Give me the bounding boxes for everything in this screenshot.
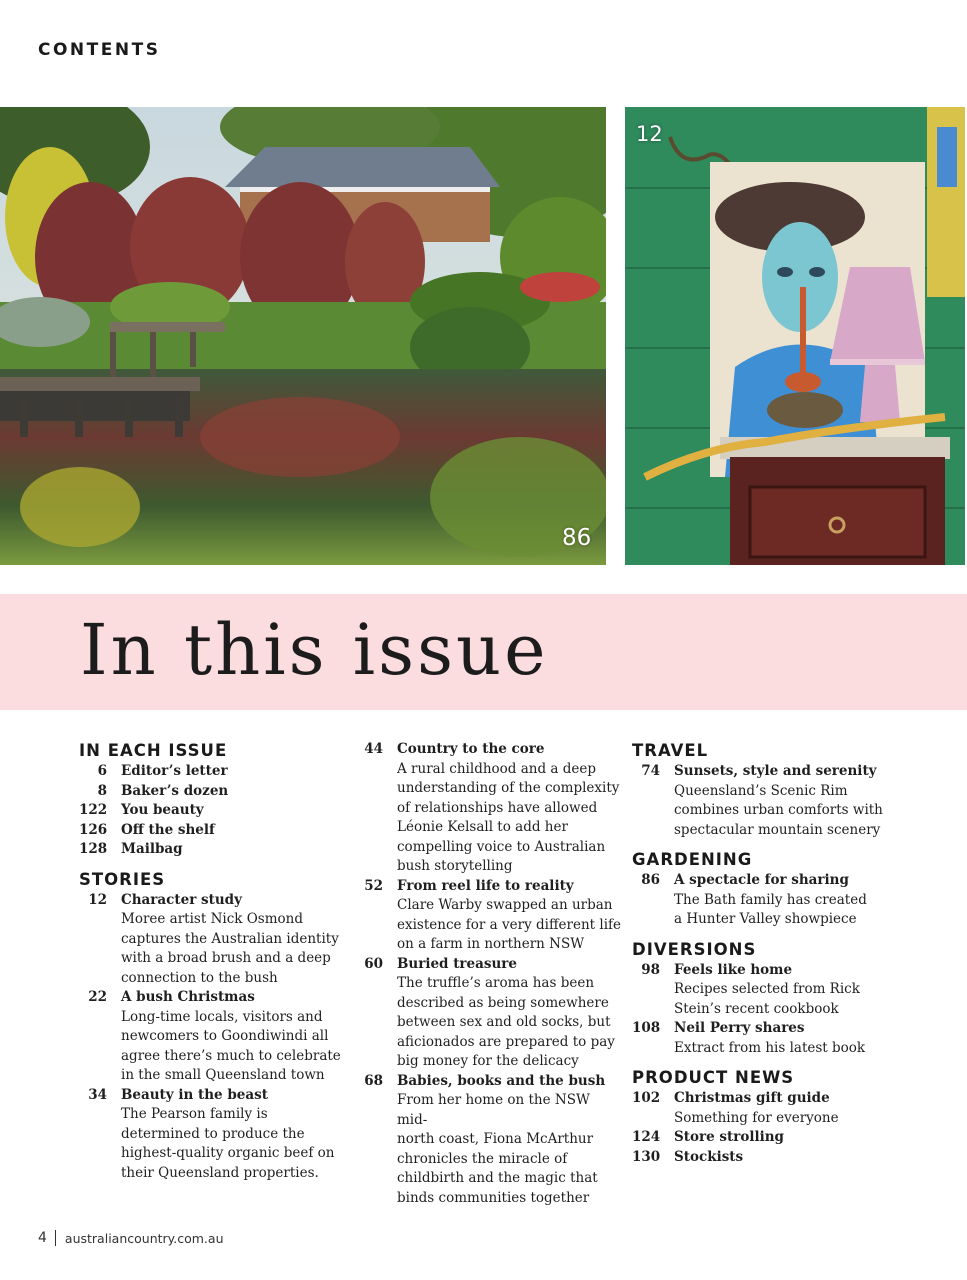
contents-entry — [632, 1148, 932, 1168]
contents-entry — [363, 1072, 623, 1209]
contents-entry — [79, 801, 349, 821]
section-heading: DIVERSIONS — [632, 939, 757, 959]
entry-desc-line: big money for the delicacy — [397, 1053, 579, 1069]
contents-column-2 — [363, 740, 623, 1208]
entry-desc-line: bush storytelling — [397, 858, 513, 874]
contents-entry — [79, 782, 349, 802]
contents-entry — [79, 891, 349, 989]
entry-title: Stockists — [674, 1148, 744, 1165]
title-banner — [0, 594, 967, 710]
contents-entry — [79, 840, 349, 860]
page-footer — [38, 1230, 224, 1246]
entry-page-number: 8 — [97, 782, 107, 799]
contents-entry — [632, 762, 932, 840]
entry-page-number: 74 — [641, 763, 660, 779]
contents-entry — [79, 762, 349, 782]
entry-title: A spectacle for sharing — [674, 872, 849, 888]
footer-divider — [55, 1230, 56, 1246]
entry-desc-line: Extract from his latest book — [674, 1039, 866, 1056]
entry-desc-line: agree there’s much to celebrate — [121, 1047, 341, 1064]
entry-desc-line: existence for a very different life — [397, 916, 622, 933]
contents-entry — [632, 1019, 932, 1058]
contents-entry — [632, 1128, 932, 1148]
entry-title: Character study — [121, 891, 242, 908]
section-stories-continued — [363, 740, 623, 1208]
section-heading: IN EACH ISSUE — [79, 741, 228, 760]
entry-desc-line: The truffle’s aroma has been — [397, 975, 595, 991]
section-in-each-issue — [79, 740, 349, 860]
entry-page-number: 98 — [641, 961, 660, 978]
entry-desc-line: determined to produce the — [121, 1125, 305, 1142]
entry-title: A bush Christmas — [121, 989, 255, 1005]
entry-title: Beauty in the beast — [121, 1086, 268, 1103]
entry-page-number: 124 — [632, 1129, 661, 1145]
entry-desc-line: binds communities together — [397, 1189, 590, 1206]
entry-desc-line: of relationships have allowed — [397, 799, 598, 816]
section-heading: TRAVEL — [632, 741, 709, 760]
entry-desc-line: compelling voice to Australian — [397, 838, 606, 855]
entry-page-number: 122 — [79, 802, 108, 818]
section-diversions — [632, 939, 932, 1059]
painting-image — [625, 107, 965, 565]
entry-desc-line: chronicles the miracle of — [397, 1150, 568, 1167]
entry-page-number: 12 — [88, 891, 107, 908]
entry-title: Babies, books and the bush — [397, 1072, 606, 1089]
entry-desc-line: highest-quality organic beef on — [121, 1145, 335, 1161]
entry-desc-line: childbirth and the magic that — [397, 1170, 598, 1186]
entry-page-number: 126 — [79, 821, 108, 838]
entry-desc-line: with a broad brush and a deep — [121, 950, 331, 966]
entry-desc-line: in the small Queensland town — [121, 1067, 325, 1083]
entry-title: Mailbag — [121, 841, 183, 857]
painting-photo — [625, 107, 965, 565]
garden-lake-image — [0, 107, 606, 565]
entry-desc-line: north coast, Fiona McArthur — [397, 1131, 594, 1147]
entry-desc-line: on a farm in northern NSW — [397, 936, 585, 952]
contents-entry — [79, 821, 349, 841]
entry-desc-line: aficionados are prepared to pay — [397, 1033, 615, 1050]
entry-title: From reel life to reality — [397, 877, 574, 894]
entry-desc-line: newcomers to Goondiwindi all — [121, 1028, 329, 1044]
entry-desc-line: described as being somewhere — [397, 994, 609, 1011]
contents-entry — [363, 740, 623, 877]
entry-title: Baker’s dozen — [121, 782, 229, 799]
entry-desc-line: Queensland’s Scenic Rim — [674, 782, 848, 799]
section-gardening — [632, 849, 932, 930]
entry-desc-line: a Hunter Valley showpiece — [674, 911, 857, 927]
entry-desc-line: connection to the bush — [121, 969, 278, 986]
entry-desc-line: Recipes selected from Rick — [674, 981, 860, 997]
entry-title: Christmas gift guide — [674, 1090, 830, 1106]
entry-desc-line: between sex and old socks, but — [397, 1014, 611, 1030]
entry-title: You beauty — [121, 802, 204, 818]
entry-page-number: 128 — [79, 841, 108, 857]
entry-title: Buried treasure — [397, 955, 517, 972]
entry-desc-line: A rural childhood and a deep — [397, 760, 596, 777]
section-heading: STORIES — [79, 869, 166, 889]
contents-entry — [632, 871, 932, 930]
entry-desc-line: combines urban comforts with — [674, 802, 883, 818]
section-product-news — [632, 1067, 932, 1167]
page-title: In this issue — [80, 609, 549, 691]
entry-desc-line: The Bath family has created — [674, 891, 867, 908]
contents-label: CONTENTS — [38, 40, 161, 60]
entry-title: Sunsets, style and serenity — [674, 763, 877, 779]
section-travel — [632, 740, 932, 840]
entry-page-number: 130 — [632, 1148, 661, 1165]
contents-entry — [632, 1089, 932, 1128]
entry-title: Off the shelf — [121, 821, 215, 838]
entry-desc-line: their Queensland properties. — [121, 1164, 319, 1181]
entry-desc-line: Something for everyone — [674, 1109, 839, 1126]
garden-lake-photo — [0, 107, 606, 565]
entry-page-number: 102 — [632, 1090, 661, 1106]
entry-desc-line: Long-time locals, visitors and — [121, 1008, 323, 1025]
entry-page-number: 68 — [364, 1072, 383, 1089]
entry-desc-line: The Pearson family is — [121, 1106, 268, 1122]
contents-entry — [363, 877, 623, 955]
entry-title: Store strolling — [674, 1129, 784, 1145]
contents-column-1 — [79, 740, 349, 1183]
contents-entry — [79, 1086, 349, 1184]
section-heading: PRODUCT NEWS — [632, 1068, 795, 1087]
entry-desc-line: Léonie Kelsall to add her — [397, 819, 568, 835]
entry-page-number: 86 — [641, 872, 660, 888]
entry-page-number: 52 — [364, 877, 383, 894]
entry-page-number: 108 — [632, 1020, 661, 1036]
contents-entry — [632, 961, 932, 1020]
entry-page-number: 60 — [364, 955, 383, 972]
photo-page-number: 12 — [636, 122, 663, 146]
section-heading: GARDENING — [632, 850, 753, 869]
contents-entry — [79, 988, 349, 1086]
page-number: 4 — [38, 1230, 47, 1246]
photo-page-number: 86 — [562, 525, 592, 551]
website-url: australiancountry.com.au — [64, 1230, 224, 1246]
entry-title: Feels like home — [674, 961, 793, 978]
entry-desc-line: spectacular mountain scenery — [674, 821, 881, 838]
entry-title: Editor’s letter — [121, 763, 228, 779]
contents-entry — [363, 955, 623, 1072]
entry-desc-line: Clare Warby swapped an urban — [397, 897, 613, 913]
entry-desc-line: From her home on the NSW mid- — [397, 1092, 590, 1128]
section-stories — [79, 869, 349, 1184]
entry-desc-line: understanding of the complexity — [397, 780, 620, 796]
entry-page-number: 22 — [88, 989, 107, 1005]
entry-desc-line: Moree artist Nick Osmond — [121, 911, 303, 927]
entry-title: Country to the core — [397, 741, 545, 757]
entry-desc-line: captures the Australian identity — [121, 930, 339, 947]
entry-page-number: 34 — [88, 1086, 107, 1103]
entry-page-number: 44 — [364, 741, 383, 757]
entry-page-number: 6 — [97, 763, 107, 779]
entry-title: Neil Perry shares — [674, 1020, 805, 1036]
contents-column-3 — [632, 740, 932, 1167]
entry-desc-line: Stein’s recent cookbook — [674, 1000, 839, 1017]
